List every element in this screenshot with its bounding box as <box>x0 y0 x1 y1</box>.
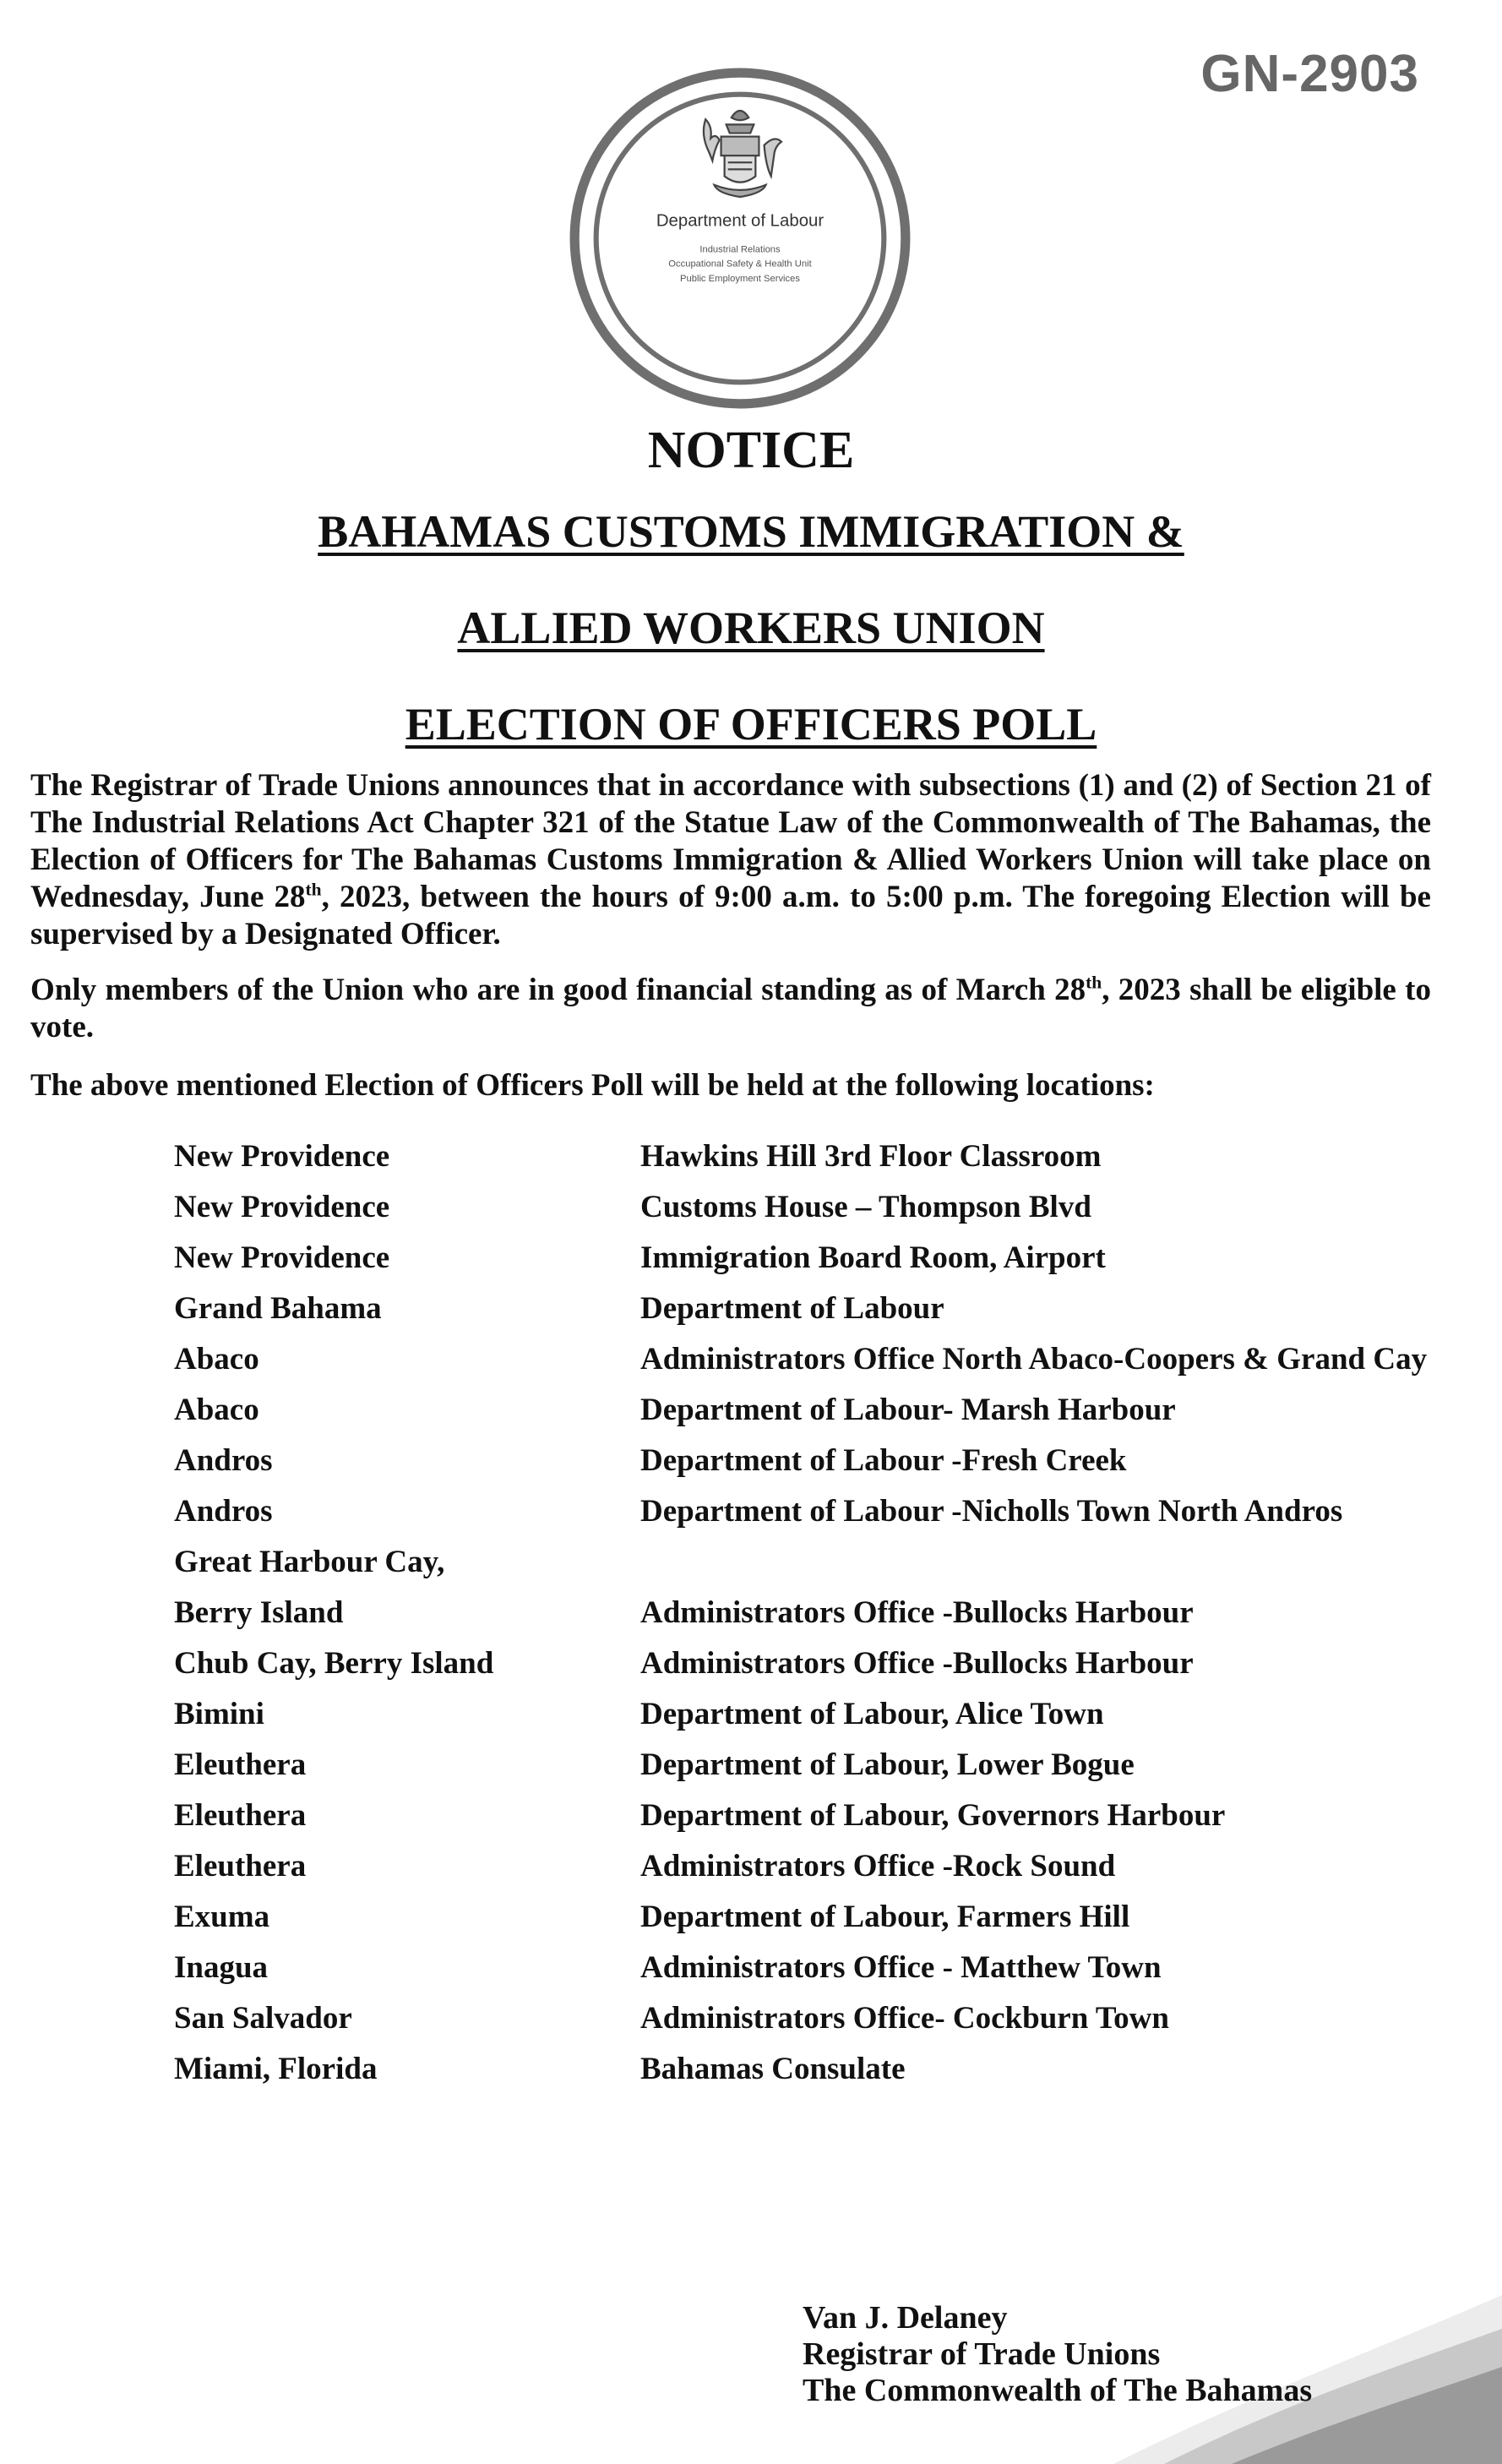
location-row <box>174 1595 1475 1645</box>
location-island: Berry Island <box>174 1595 344 1630</box>
location-island: Eleuthera <box>174 1849 307 1883</box>
location-island: Eleuthera <box>174 1798 307 1833</box>
location-row <box>174 1290 1475 1341</box>
locations-intro: The above mentioned Election of Officers Poll will be held at the following locations: <box>30 1068 1155 1103</box>
location-row <box>174 1341 1475 1392</box>
location-island: Abaco <box>174 1342 259 1376</box>
location-island: New Providence <box>174 1240 390 1275</box>
location-venue: Department of Labour, Lower Bogue <box>640 1747 1135 1782</box>
location-venue: Immigration Board Room, Airport <box>640 1240 1106 1275</box>
location-row <box>174 2000 1475 2051</box>
location-island: Miami, Florida <box>174 2052 378 2086</box>
signatory-title: Registrar of Trade Unions <box>803 2336 1161 2372</box>
seal-unit: Industrial Relations <box>699 244 781 255</box>
department-of-labour-seal <box>568 66 912 411</box>
location-island: Eleuthera <box>174 1747 307 1782</box>
location-venue: Administrators Office -Rock Sound <box>640 1849 1116 1883</box>
seal-unit: Occupational Safety & Health Unit <box>668 259 812 270</box>
location-row <box>174 1493 1475 1544</box>
poll-title: ELECTION OF OFFICERS POLL <box>405 699 1097 750</box>
locations-list <box>174 1138 1475 2101</box>
location-venue: Department of Labour -Nicholls Town North Andros <box>640 1494 1343 1529</box>
location-venue: Department of Labour <box>640 1291 944 1326</box>
location-row <box>174 1645 1475 1696</box>
location-venue: Administrators Office North Abaco-Coopers & Grand Cay <box>640 1342 1428 1376</box>
location-island: Chub Cay, Berry Island <box>174 1646 494 1681</box>
location-island: Bimini <box>174 1697 264 1731</box>
location-venue: Department of Labour, Farmers Hill <box>640 1900 1130 1934</box>
location-venue: Department of Labour -Fresh Creek <box>640 1443 1127 1478</box>
coat-of-arms-icon <box>704 111 781 197</box>
eligibility-paragraph: Only members of the Union who are in good financial standing as of March 28th, 2023 shall be eligible to vote. <box>30 972 1431 1044</box>
location-row <box>174 1848 1475 1899</box>
seal-unit: Public Employment Services <box>680 274 800 284</box>
location-venue: Department of Labour, Alice Town <box>640 1697 1104 1731</box>
location-island: Great Harbour Cay, <box>174 1545 445 1579</box>
location-island: San Salvador <box>174 2001 352 2036</box>
location-row <box>174 1240 1475 1290</box>
location-venue: Department of Labour- Marsh Harbour <box>640 1393 1176 1427</box>
location-row <box>174 1949 1475 2000</box>
location-row <box>174 1544 1475 1595</box>
location-island: Grand Bahama <box>174 1291 382 1326</box>
location-island: Exuma <box>174 1900 270 1934</box>
location-island: New Providence <box>174 1190 390 1224</box>
location-venue: Hawkins Hill 3rd Floor Classroom <box>640 1139 1102 1174</box>
location-venue: Administrators Office -Bullocks Harbour <box>640 1646 1194 1681</box>
location-row <box>174 1696 1475 1747</box>
location-island: Inagua <box>174 1950 269 1985</box>
location-row <box>174 2051 1475 2101</box>
union-name-line-2: ALLIED WORKERS UNION <box>457 602 1045 653</box>
location-row <box>174 1747 1475 1797</box>
location-row <box>174 1442 1475 1493</box>
location-row <box>174 1189 1475 1240</box>
location-island: Abaco <box>174 1393 259 1427</box>
signature-block <box>803 2300 1312 2409</box>
location-venue: Bahamas Consulate <box>640 2052 906 2086</box>
location-row <box>174 1138 1475 1189</box>
announcement-paragraph: The Registrar of Trade Unions announces that in accordance with subsections (1) and (2) of Section 21 of The Industrial Relations Act Chapter 321 of the Statue Law of the Commonwealth of The Bahamas, the Election of Officers for The Bahamas Customs Immigration & Allied Workers Union will take place on Wednesday, June 28th, 2023, between the hours of 9:00 a.m. to 5:00 p.m. The foregoing Election will be supervised by a Designated Officer. <box>30 768 1431 951</box>
location-row <box>174 1797 1475 1848</box>
location-venue: Department of Labour, Governors Harbour <box>640 1798 1226 1833</box>
location-row <box>174 1392 1475 1442</box>
notice-title: NOTICE <box>647 422 855 479</box>
location-row <box>174 1899 1475 1949</box>
seal-department: Department of Labour <box>656 211 824 231</box>
location-island: Andros <box>174 1443 273 1478</box>
location-island: New Providence <box>174 1139 390 1174</box>
signatory-organization: The Commonwealth of The Bahamas <box>803 2373 1313 2408</box>
location-venue: Administrators Office -Bullocks Harbour <box>640 1595 1194 1630</box>
location-venue: Customs House – Thompson Blvd <box>640 1190 1091 1224</box>
signatory-name: Van J. Delaney <box>803 2300 1008 2336</box>
location-venue: Administrators Office - Matthew Town <box>640 1950 1162 1985</box>
location-island: Andros <box>174 1494 273 1529</box>
location-venue: Administrators Office- Cockburn Town <box>640 2001 1169 2036</box>
notice-number: GN-2903 <box>1200 45 1419 103</box>
union-name-line-1: BAHAMAS CUSTOMS IMMIGRATION & <box>318 506 1184 557</box>
